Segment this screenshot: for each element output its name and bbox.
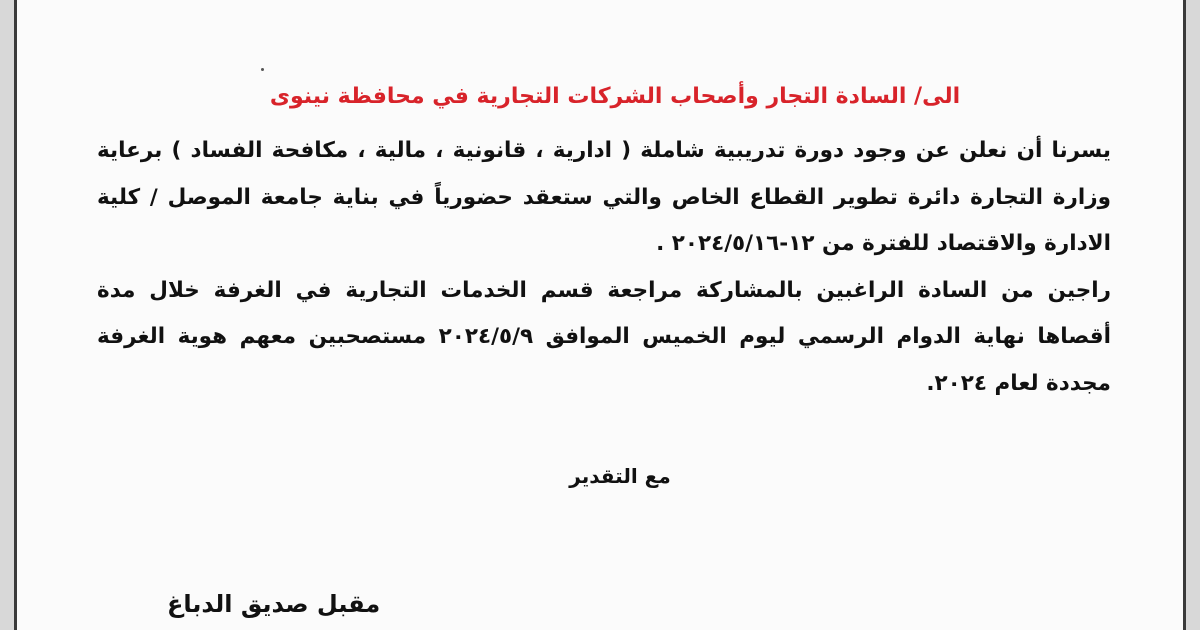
scan-edge-left: [0, 0, 14, 630]
letter-heading: الى/ السادة التجار وأصحاب الشركات التجارية في محافظة نينوى: [269, 84, 961, 109]
paragraph-announcement: يسرنا أن نعلن عن وجود دورة تدريبية شاملة ( ادارية ، قانونية ، مالية ، مكافحة الفساد ) برعاية وزارة التجارة دائرة تطوير القطاع الخاص والتي ستعقد حضورياً في بناية جامعة الموصل / كلية الادارة والاقتصاد للفترة من ١٢-٢٠٢٤/٥/١٦ .: [97, 138, 1111, 256]
letter-body: [97, 128, 1111, 407]
scan-edge-right: [1186, 0, 1200, 630]
paragraph-instructions: راجين من السادة الراغبين بالمشاركة مراجعة قسم الخدمات التجارية في الغرفة خلال مدة أقصاها نهاية الدوام الرسمي ليوم الخميس الموافق ٢٠٢٤/٥/٩ مستصحبين معهم هوية الغرفة مجددة لعام ٢٠٢٤.: [97, 277, 1112, 396]
closing-phrase: مع التقدير: [569, 464, 671, 488]
letter-page: [14, 0, 1186, 630]
scan-speck: [261, 68, 264, 71]
signature-name: مقبل صديق الدباغ: [167, 590, 381, 618]
